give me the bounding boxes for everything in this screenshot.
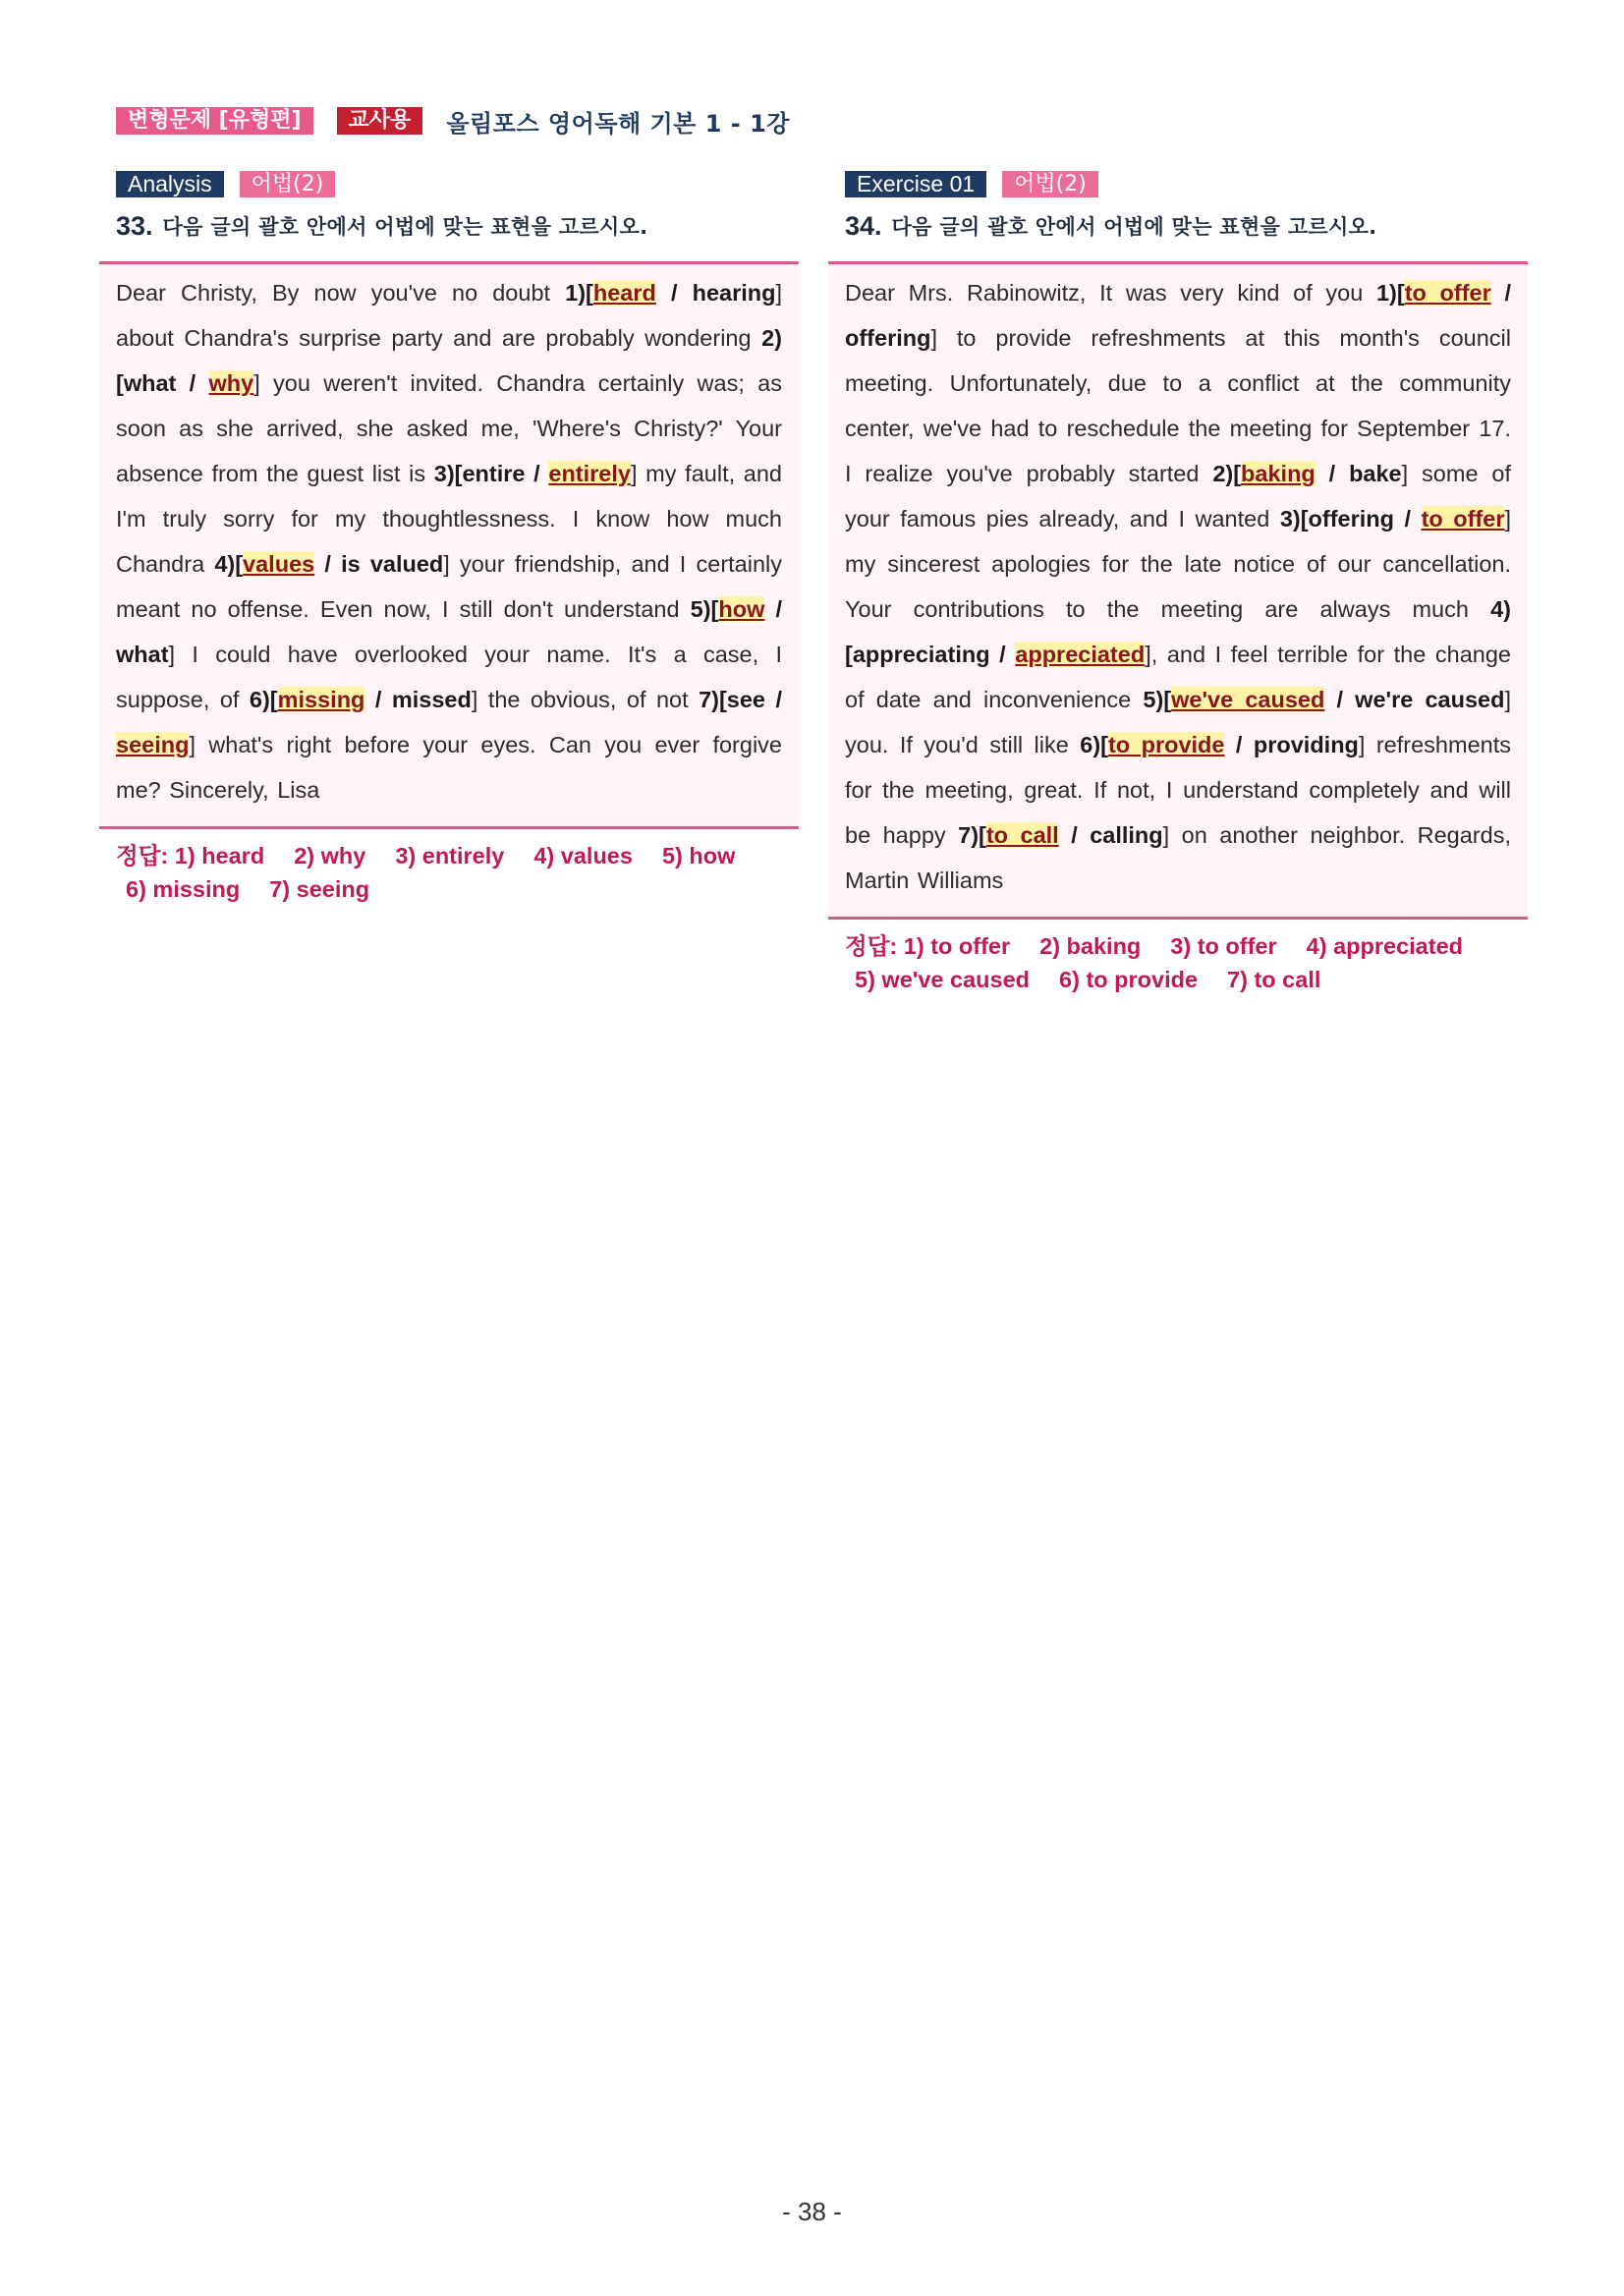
answer-item: 7) to call — [1227, 967, 1321, 992]
choice-correct: appreciated — [1015, 642, 1146, 667]
question-line — [845, 206, 1528, 246]
answer-key — [845, 929, 1528, 996]
choice-correct: why — [208, 370, 254, 396]
grammar-label: 어법(2) — [240, 171, 336, 197]
answer-item: 1) to offer — [903, 933, 1011, 959]
answer-item: 5) we've caused — [855, 967, 1031, 992]
teacher-tag: 교사용 — [337, 107, 423, 135]
choice: calling — [1090, 822, 1163, 848]
choice: providing — [1253, 732, 1359, 757]
choice: entire — [462, 461, 526, 486]
page-number: - 38 - — [782, 2197, 842, 2226]
choice-correct: to offer — [1421, 506, 1505, 532]
answer-key — [116, 839, 799, 906]
answer-prefix: 정답: — [116, 843, 175, 868]
question-text: 다음 글의 괄호 안에서 어법에 맞는 표현을 고르시오. — [891, 215, 1377, 239]
choice-correct: to call — [985, 822, 1059, 848]
grammar-label: 어법(2) — [1002, 171, 1098, 197]
choice: what — [116, 642, 169, 667]
answer-item: 6) missing — [126, 876, 241, 902]
page-header — [116, 104, 790, 138]
choice-correct: how — [718, 596, 765, 622]
exercise-label: Exercise 01 — [845, 171, 986, 197]
choice: bake — [1349, 461, 1402, 486]
passage-text: Dear Christy, By now you've no doubt 1)[heard / hearing] about Chandra's surprise party and are probably wondering 2)[what / why] you weren't invited. Chandra certainly was; as soon as she arrived, she asked me, 'Where's Christy?' Your absence from the guest list is 3)[entire / entirely] my fault, and I'm truly sorry for my thoughtlessness. I know how much Chandra 4)[values / is valued] your friendship, and I certainly meant no offense. Even now, I still don't understand 5)[how / what] I could have overlooked your name. It's a case, I suppose, of 6)[missing / missed] the obvious, of not 7)[see / seeing] what's right before your eyes. Can you ever forgive me? Sincerely, Lisa — [116, 280, 783, 803]
choice-correct: seeing — [116, 732, 190, 757]
choice-correct: heard — [592, 280, 656, 306]
passage-box — [828, 261, 1528, 920]
choice: is valued — [341, 551, 444, 577]
question-number: 34. — [845, 210, 882, 241]
choice: offering — [845, 325, 931, 351]
question-line — [116, 206, 799, 246]
answer-item: 4) appreciated — [1306, 933, 1463, 959]
choice: appreciating — [852, 642, 990, 667]
passage-text: Dear Mrs. Rabinowitz, It was very kind of you 1)[to offer / offering] to provide refreshments at this month's council meeting. Unfortunately, due to a conflict at the community center, we've had to reschedule the meeting for September 17. I realize you've probably started 2)[baking / bake] some of your famous pies already, and I wanted 3)[offering / to offer] my sincerest apologies for the late notice of our cancellation. Your contributions to the meeting are always much 4)[appreciating / appreciated], and I feel terrible for the change of date and inconvenience 5)[we've caused / we're caused] you. If you'd still like 6)[to provide / providing] refreshments for the meeting, great. If not, I understand completely and will be happy 7)[to call / calling] on another neighbor. Regards, Martin Williams — [845, 280, 1512, 893]
choice: we're caused — [1355, 687, 1505, 712]
choice-correct: to provide — [1107, 732, 1225, 757]
answer-item: 7) seeing — [269, 876, 370, 902]
choice: offering — [1308, 506, 1395, 532]
answer-item: 1) heard — [174, 843, 265, 868]
choice: see — [726, 687, 766, 712]
choice-correct: values — [243, 551, 315, 577]
answer-item: 4) values — [533, 843, 633, 868]
left-column — [99, 169, 799, 906]
choice: what — [123, 370, 177, 396]
answer-item: 3) to offer — [1170, 933, 1277, 959]
choice-correct: missing — [277, 687, 365, 712]
question-text: 다음 글의 괄호 안에서 어법에 맞는 표현을 고르시오. — [162, 215, 648, 239]
answer-item: 2) baking — [1039, 933, 1142, 959]
right-label-row — [845, 169, 1528, 198]
choice: missed — [391, 687, 472, 712]
answer-item: 5) how — [661, 843, 736, 868]
choice-correct: we've caused — [1171, 687, 1325, 712]
answer-item: 6) to provide — [1059, 967, 1199, 992]
question-number: 33. — [116, 210, 153, 241]
choice: hearing — [692, 280, 776, 306]
answer-item: 3) entirely — [395, 843, 505, 868]
answer-prefix: 정답: — [845, 933, 904, 959]
passage-box — [99, 261, 799, 829]
answer-item: 2) why — [294, 843, 366, 868]
analysis-label: Analysis — [116, 171, 224, 197]
choice-correct: baking — [1241, 461, 1316, 486]
variant-tag: 변형문제 [유형편] — [116, 107, 313, 135]
book-title: 올림포스 영어독해 기본 1 - 1강 — [446, 109, 790, 138]
right-column — [828, 169, 1528, 996]
choice-correct: entirely — [548, 461, 631, 486]
choice-correct: to offer — [1404, 280, 1491, 306]
left-label-row — [116, 169, 799, 198]
